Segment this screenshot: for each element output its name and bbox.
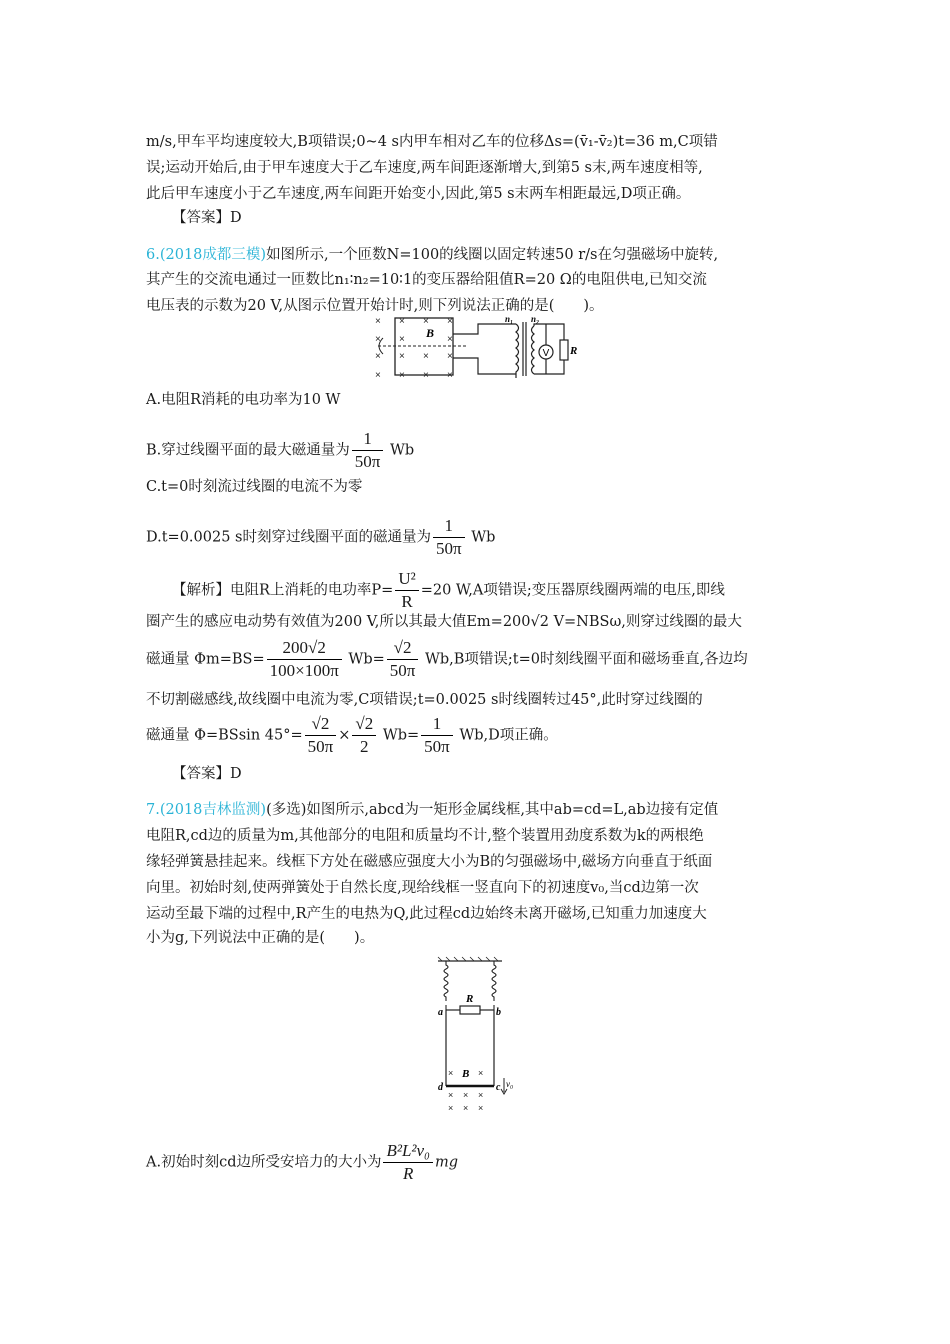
svg-text:×: ×: [478, 1103, 484, 1113]
q7-stem-line-5: 运动至最下端的过程中,R产生的电热为Q,此过程cd边始终未离开磁场,已知重力加速度大: [146, 906, 707, 922]
q6-analysis-line-1: 【解析】电阻R上消耗的电功率P= $\frac{\text{U²}}{R}$ =20 W,A项错误;变压器原线圈两端的电压,即线: [172, 569, 725, 611]
q6-analysis-line-3: 磁通量 Φm=BS= $\frac{200√2}{100\times 100\pi}$ Wb= $\frac{√2}{50\pi}$ Wb,B项错误;t=0时刻线圈平面和磁场垂直,各边均: [146, 638, 748, 680]
svg-text:×: ×: [463, 1090, 469, 1100]
svg-text:×: ×: [478, 1090, 484, 1100]
q7-label-R: R: [466, 993, 474, 1005]
svg-text:×: ×: [399, 370, 405, 381]
q7-stem-text-1: (多选)如图所示,abcd为一矩形金属线框,其中ab=cd=L,ab边接有定值: [266, 802, 719, 818]
q6-stem-line-3: 电压表的示数为20 V,从图示位置开始计时,则下列说法正确的是( )。: [146, 298, 604, 314]
q7-source: (2018吉林监测): [159, 802, 267, 818]
q7-option-a: A.初始时刻cd边所受安培力的大小为 $\frac{\text{B²L²v₀}}{R}$ mg: [146, 1141, 459, 1183]
svg-text:×: ×: [463, 1103, 469, 1113]
q7-label-d: d: [438, 1082, 443, 1093]
q6-option-a: A.电阻R消耗的电功率为10 W: [146, 392, 341, 408]
q7-stem-line-2: 电阻R,cd边的质量为m,其他部分的电阻和质量均不计,整个装置用劲度系数为k的两根绝: [146, 828, 704, 844]
q6-analysis-line-4: 不切割磁感线,故线圈中电流为零,C项错误;t=0.0025 s时线圈转过45°,此时穿过线圈的: [146, 692, 703, 708]
q6-analysis-line-5: 磁通量 Φ=BSsin 45°= $\frac{√2}{50\pi}$ × $\frac{√2}{2}$ Wb= $\frac{1}{50\pi}$ Wb,D项正确。: [146, 714, 558, 756]
q6-secondary-coil: [532, 326, 535, 374]
q7-label-v0: v₀: [506, 1079, 514, 1089]
q6-stem-text-1: 如图所示,一个匝数N=100的线圈以固定转速50 r/s在匀强磁场中旋转,: [266, 247, 719, 263]
q7-label-b: b: [496, 1007, 501, 1018]
q7-stem-line-3: 缘轻弹簧悬挂起来。线框下方处在磁感应强度大小为B的匀强磁场中,磁场方向垂直于纸面: [146, 854, 713, 870]
svg-text:×: ×: [375, 370, 381, 381]
svg-text:×: ×: [448, 1103, 454, 1113]
q7-stem-line-4: 向里。初始时刻,使两弹簧处于自然长度,现给线框一竖直向下的初速度v₀,当cd边第一次: [146, 880, 699, 896]
svg-text:×: ×: [399, 351, 405, 362]
q6-analysis-line-2: 圈产生的感应电动势有效值为200 V,所以其最大值Em=200√2 V=NBSω,则穿过线圈的最大: [146, 614, 742, 630]
q7-stem-line-6: 小为g,下列说法中正确的是( )。: [146, 930, 375, 946]
svg-text:×: ×: [375, 351, 381, 362]
q6-number: 6.: [146, 247, 160, 263]
svg-text:×: ×: [399, 334, 405, 345]
q6-option-b: B.穿过线圈平面的最大磁通量为 $\frac{1}{50\pi}$ Wb: [146, 429, 415, 471]
q6-label-V: V: [542, 348, 550, 359]
svg-text:×: ×: [423, 351, 429, 362]
q6-field-crosses: [375, 316, 453, 381]
q7-stem-line-1: [146, 797, 806, 823]
q7-left-spring: [444, 961, 448, 1001]
svg-text:×: ×: [448, 1068, 454, 1078]
prev-analysis-line-3: 此后甲车速度小于乙车速度,两车间距开始变小,因此,第5 s末两车相距最远,D项正确。: [146, 186, 691, 202]
q7-number: 7.: [146, 802, 160, 818]
q6-option-c: C.t=0时刻流过线圈的电流不为零: [146, 479, 363, 495]
q6-stem-line-1: [146, 242, 806, 268]
q6-label-n1: n₁: [505, 314, 514, 324]
q6-label-B: B: [426, 326, 435, 340]
q6-stem-line-2: 其产生的交流电通过一匝数比n₁∶n₂=10∶1的变压器给阻值R=20 Ω的电阻供电,已知交流: [146, 272, 707, 288]
prev-analysis-line-1: m/s,甲车平均速度较大,B项错误;0~4 s内甲车相对乙车的位移Δs=(v̄₁-v̄₂)t=36 m,C项错: [146, 134, 718, 150]
svg-text:×: ×: [375, 316, 381, 327]
q7-label-c: c: [496, 1082, 501, 1093]
q7-right-spring: [492, 961, 496, 1001]
q6-option-b-fraction: $\frac{1}{50\pi}$: [352, 428, 384, 473]
q7-figure-spring-frame: [434, 956, 518, 1114]
prev-answer: 【答案】D: [172, 210, 242, 226]
q6-option-d: D.t=0.0025 s时刻穿过线圈平面的磁通量为 $\frac{1}{50\pi}$ Wb: [146, 516, 496, 558]
svg-text:×: ×: [447, 316, 453, 327]
svg-text:×: ×: [399, 316, 405, 327]
svg-text:×: ×: [447, 370, 453, 381]
prev-analysis-line-2: 误;运动开始后,由于甲车速度大于乙车速度,两车间距逐渐增大,到第5 s末,两车速度相等,: [146, 160, 703, 176]
svg-text:×: ×: [478, 1068, 484, 1078]
q6-label-n2: n₂: [531, 314, 540, 324]
svg-text:×: ×: [448, 1090, 454, 1100]
svg-text:×: ×: [447, 334, 453, 345]
svg-text:×: ×: [423, 370, 429, 381]
q7-resistor: [460, 1006, 480, 1014]
q6-resistor: [560, 340, 568, 360]
q7-option-a-fraction: $\frac{\text{B²L²v₀}}{R}$: [383, 1140, 433, 1185]
q6-answer: 【答案】D: [172, 766, 242, 782]
svg-text:×: ×: [423, 316, 429, 327]
q6-option-d-fraction: $\frac{1}{50\pi}$: [433, 515, 465, 560]
svg-text:×: ×: [375, 334, 381, 345]
q6-source: (2018成都三模): [159, 247, 267, 263]
q6-primary-coil: [516, 324, 519, 378]
q6-label-R: R: [570, 345, 578, 357]
q6-figure-generator-transformer: [368, 312, 586, 384]
svg-text:×: ×: [447, 351, 453, 362]
q7-label-B: B: [462, 1068, 470, 1080]
q7-label-a: a: [438, 1007, 443, 1018]
